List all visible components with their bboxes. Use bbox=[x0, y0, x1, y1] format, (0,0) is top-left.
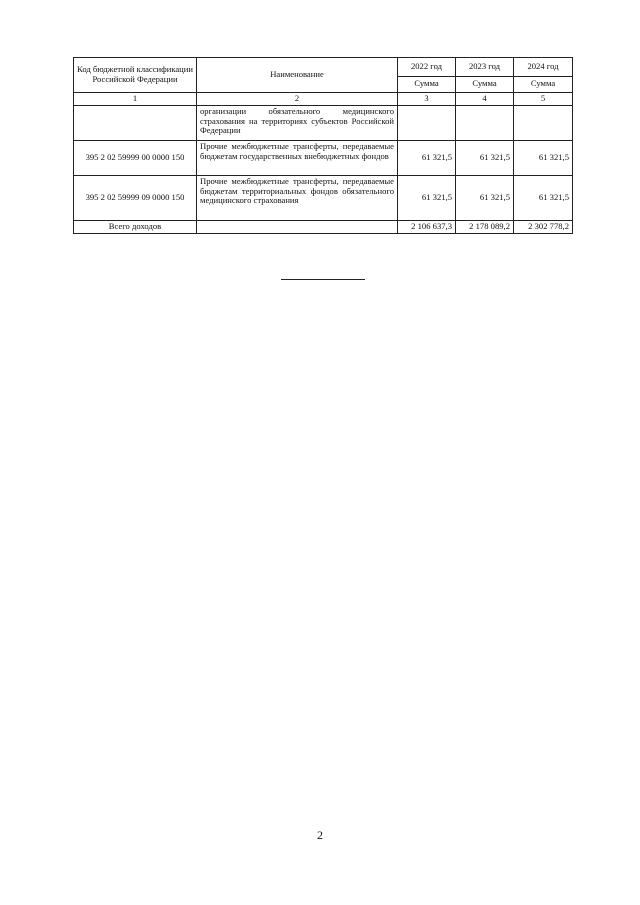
table-row bbox=[74, 176, 573, 221]
row-name: Прочие межбюджетные трансферты, передаваемые бюджетам территориальных фондов обязательного медицинского страхования bbox=[197, 176, 398, 221]
row-code: 395 2 02 59999 09 0000 150 bbox=[74, 176, 197, 221]
row-value-2024: 61 321,5 bbox=[514, 141, 573, 176]
column-number: 3 bbox=[398, 93, 456, 106]
row-code: 395 2 02 59999 00 0000 150 bbox=[74, 141, 197, 176]
separator-line bbox=[281, 279, 365, 280]
row-code bbox=[74, 106, 197, 141]
total-value-2022: 2 106 637,3 bbox=[398, 221, 456, 234]
header-sum-2024: Сумма bbox=[514, 76, 573, 92]
total-name bbox=[197, 221, 398, 234]
header-sum-2023: Сумма bbox=[456, 76, 514, 92]
row-value-2023: 61 321,5 bbox=[456, 141, 514, 176]
table-header-row bbox=[74, 58, 573, 77]
row-value-2024: 61 321,5 bbox=[514, 176, 573, 221]
header-year-2022: 2022 год bbox=[398, 58, 456, 77]
column-number-row bbox=[74, 93, 573, 106]
row-value-2023 bbox=[456, 106, 514, 141]
column-number: 1 bbox=[74, 93, 197, 106]
total-value-2024: 2 302 778,2 bbox=[514, 221, 573, 234]
row-value-2022: 61 321,5 bbox=[398, 141, 456, 176]
row-value-2022: 61 321,5 bbox=[398, 176, 456, 221]
header-code: Код бюджетной классификации Российской Федерации bbox=[74, 58, 197, 93]
row-value-2024 bbox=[514, 106, 573, 141]
header-sum-2022: Сумма bbox=[398, 76, 456, 92]
table-row bbox=[74, 141, 573, 176]
revenue-table bbox=[73, 57, 573, 234]
column-number: 4 bbox=[456, 93, 514, 106]
row-value-2023: 61 321,5 bbox=[456, 176, 514, 221]
column-number: 5 bbox=[514, 93, 573, 106]
total-label: Всего доходов bbox=[74, 221, 197, 234]
total-row bbox=[74, 221, 573, 234]
row-name: Прочие межбюджетные трансферты, передаваемые бюджетам государственных внебюджетных фондов bbox=[197, 141, 398, 176]
header-year-2024: 2024 год bbox=[514, 58, 573, 77]
header-name: Наименование bbox=[197, 58, 398, 93]
header-year-2023: 2023 год bbox=[456, 58, 514, 77]
page-number: 2 bbox=[317, 828, 323, 842]
table-row bbox=[74, 106, 573, 141]
total-value-2023: 2 178 089,2 bbox=[456, 221, 514, 234]
row-value-2022 bbox=[398, 106, 456, 141]
row-name: организации обязательного медицинского страхования на территориях субъектов Российской Федерации bbox=[197, 106, 398, 141]
column-number: 2 bbox=[197, 93, 398, 106]
